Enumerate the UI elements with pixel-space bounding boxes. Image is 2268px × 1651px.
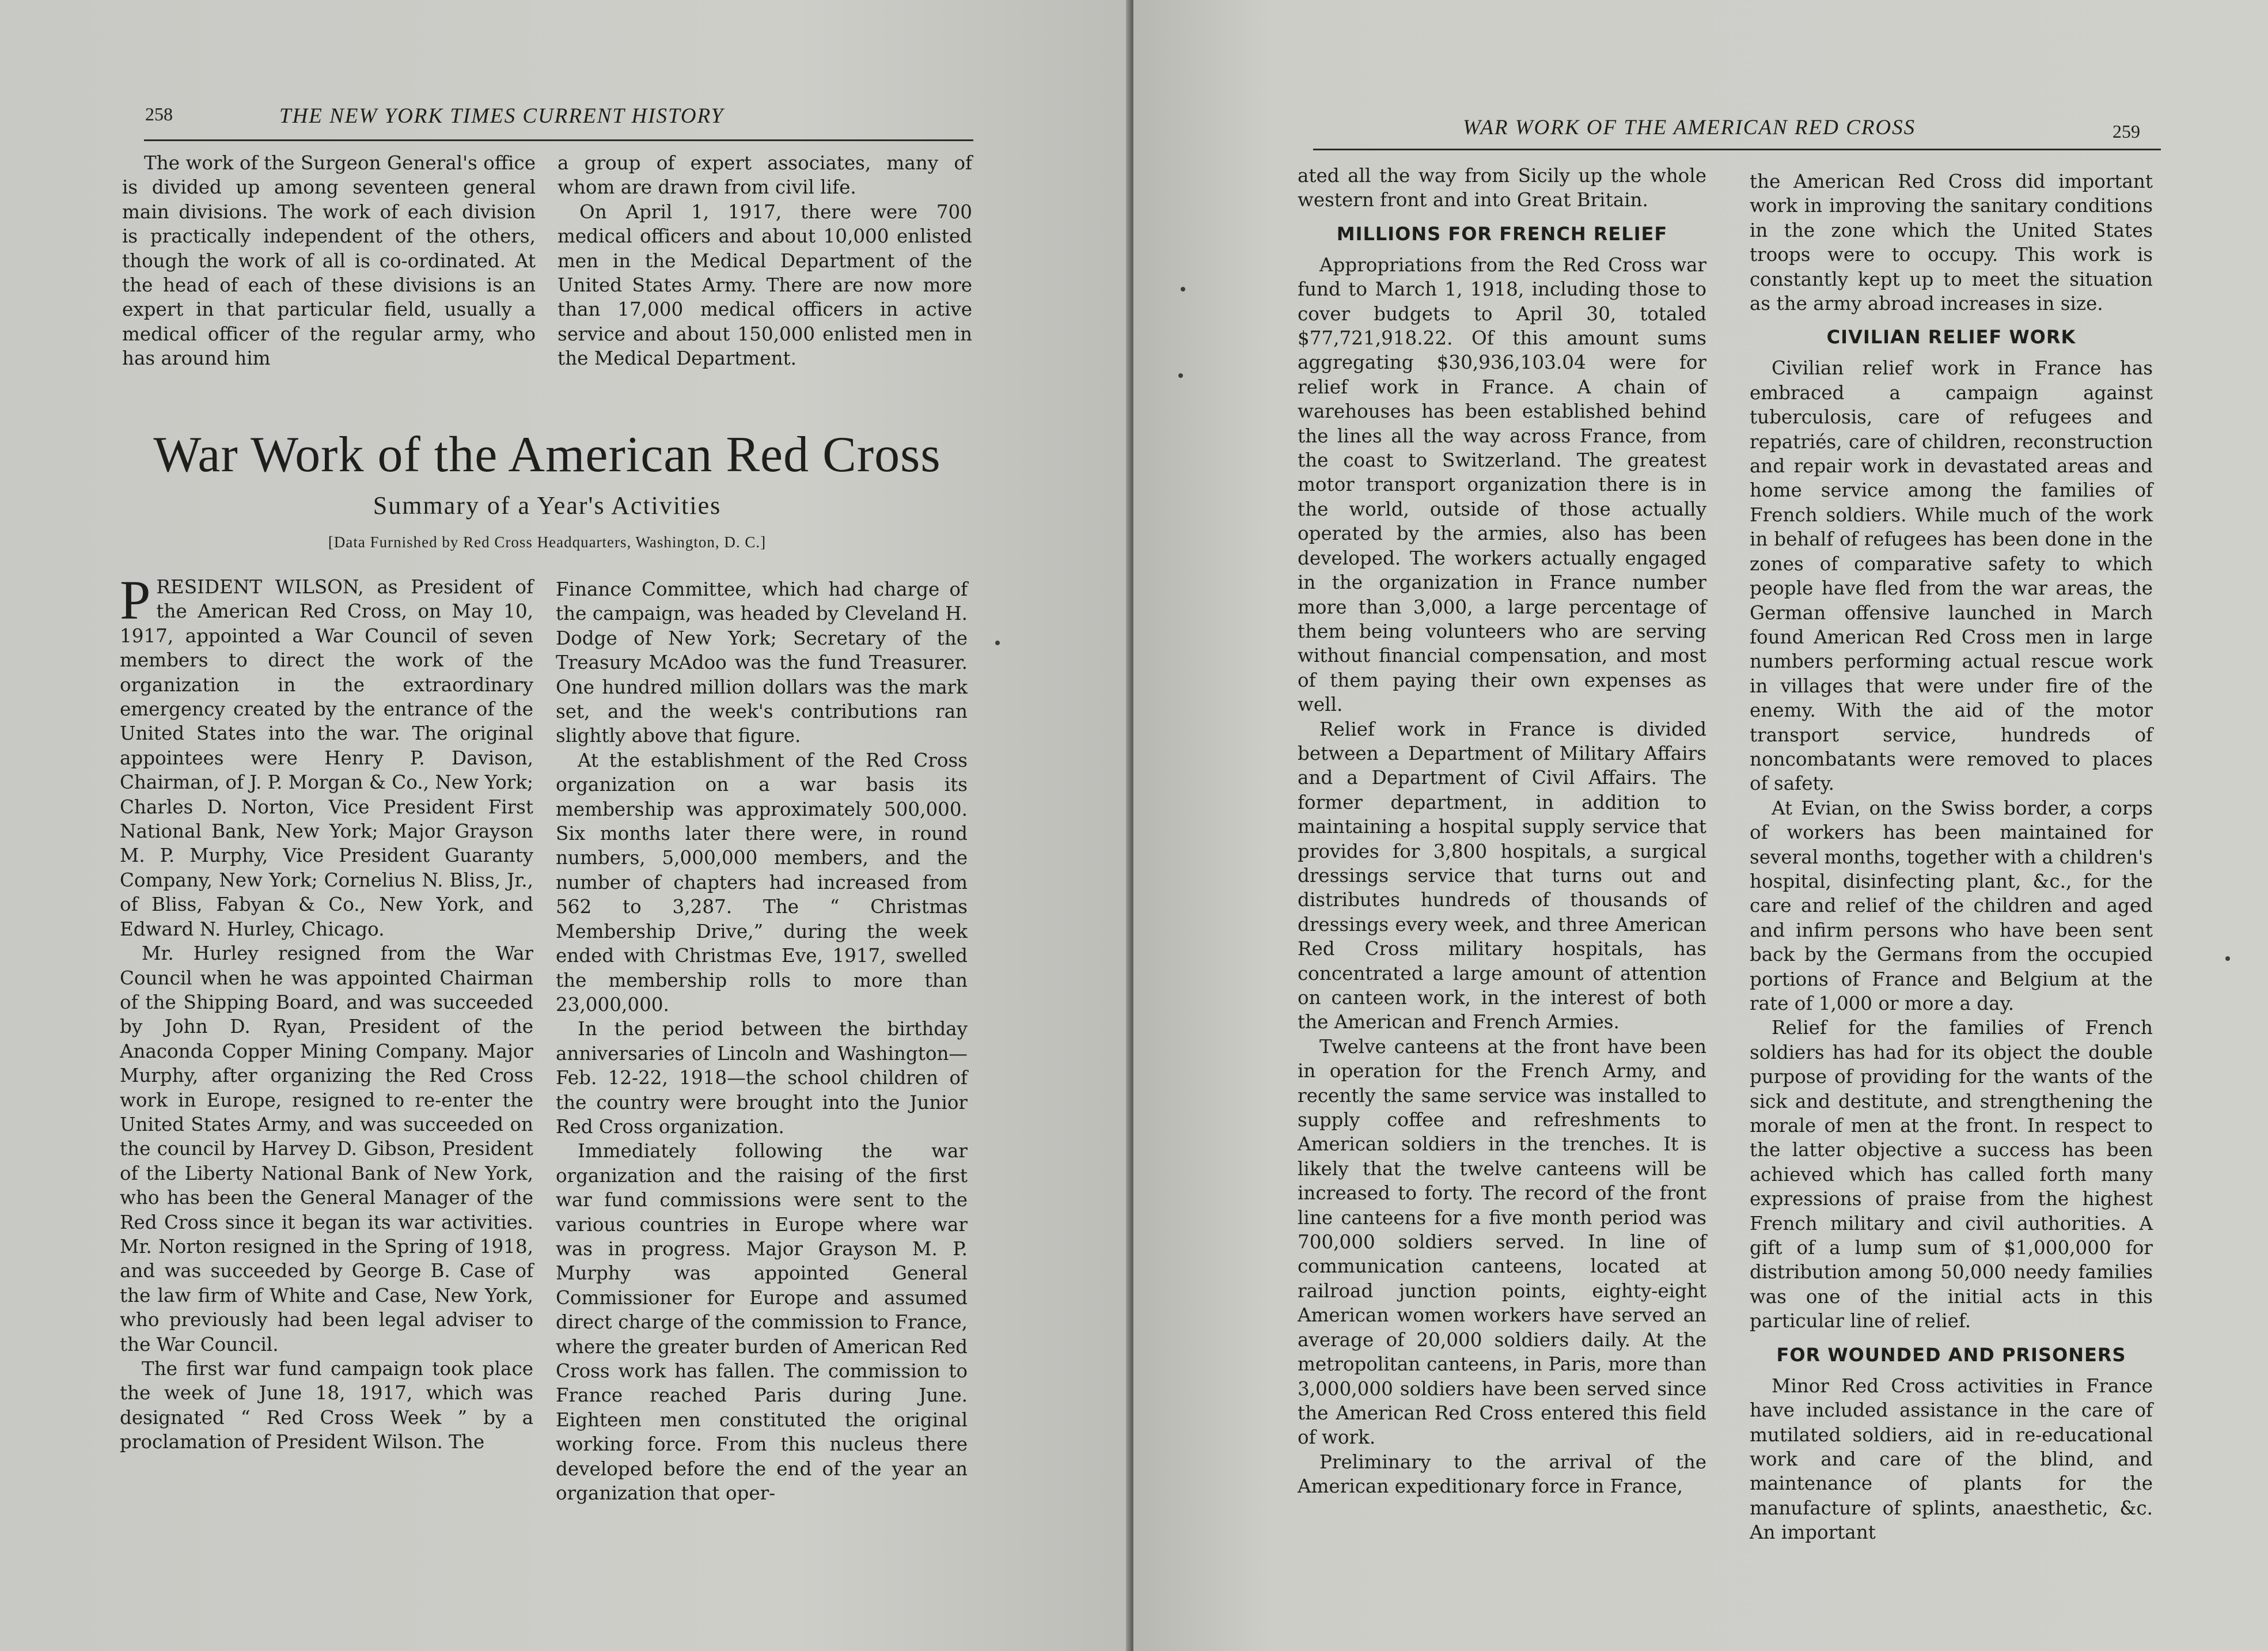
paragraph: At the establishment of the Red Cross organization on a war basis its membership was approximately 500,000. Six months later there were, in round numbers, 5,000,000 members, and the number of chapters had increased from 562 to 3,287. The “ Christmas Membership Drive,” during the week ended with Christmas Eve, 1917, swelled the membership rolls to more than 23,000,000. xyxy=(556,749,968,1016)
page-number-left: 258 xyxy=(145,104,173,124)
paragraph: Relief for the families of French soldiers has had for its object the double purpose of providing for the wants of the sick and destitute, and strengthening the morale of men at the front. In respect to the latter objective a success has been achieved which has called forth many expressions of praise from the highest French military and civil authorities. A gift of a lump sum of $1,000,000 for distribution among 50,000 needy families was one of the initial acts in this particular line of relief. xyxy=(1750,1017,2153,1332)
print-speck xyxy=(2225,956,2230,961)
right-page xyxy=(1133,0,2268,1651)
header-rule-right xyxy=(1313,149,2161,150)
paragraph: Preliminary to the arrival of the American expeditionary force in France, xyxy=(1298,1451,1706,1498)
paragraph: Finance Committee, which had charge of the campaign, was headed by Cleveland H. Dodge of New York; Secretary of the Treasury McAdoo was the fund Treasurer. One hundred million dollars was the mark set, and the week's contributions ran slightly above that figure. xyxy=(556,578,968,747)
paragraph: the American Red Cross did important work in improving the sanitary conditions in the zone which the United States troops were to occupy. This work is constantly kept up to meet the situation as the army abroad increases in size. xyxy=(1750,171,2153,315)
article-title: War Work of the American Red Cross xyxy=(153,427,941,483)
page-number-right: 259 xyxy=(2112,121,2140,142)
article-subtitle: Summary of a Year's Activities xyxy=(373,491,722,520)
top-column-2 xyxy=(557,151,972,371)
first-paragraph-text: RESIDENT WILSON, as President of the American Red Cross, on May 10, 1917, appointed a War Council of seven members to direct the work of the organization in the extraordinary emergency created by the entrance of the United States into the war. The original appointees were Henry P. Davison, Chairman, of J. P. Morgan & Co., New York; Charles D. Norton, Vice President First National Bank, New York; Major Grayson M. P. Murphy, Vice President Guaranty Company, New York; Cornelius N. Bliss, Jr., of Bliss, Fabyan & Co., New York, and Edward N. Hurley, Chicago. xyxy=(120,576,533,940)
running-head-right: WAR WORK OF THE AMERICAN RED CROSS xyxy=(1463,116,1916,139)
paragraph: Relief work in France is divided between a Department of Military Affairs and a Department of Civil Affairs. The former department, in addition to maintaining a hospital supply service that provides for 3,800 hospitals, a surgical dressings service that turns out and distributes hundreds of thousands of dressings every week, and three American Red Cross military hospitals, has concentrated a large amount of attention on canteen work, in the interest of both the American and French Armies. xyxy=(1298,718,1706,1033)
section-heading: CIVILIAN RELIEF WORK xyxy=(1826,326,2076,349)
paragraph: Minor Red Cross activities in France have included assistance in the care of mutilated soldiers, aid in re-educational work and care of the blind, and maintenance of plants for the manufacture of splints, anaesthetic, &c. An important xyxy=(1750,1374,2153,1544)
paragraph: Appropriations from the Red Cross war fund to March 1, 1918, including those to cover budgets to April 30, totaled $77,721,918.22. Of this amount sums aggregating $30,936,103.04 were for relief work in France. A chain of warehouses has been established behind the lines all the way across France, from the coast to Switzerland. The greatest motor transport organization there is in the world, outside of those actually operated by the armies, also has been developed. The workers actually engaged in the organization in France number more than 3,000, a large percentage of them being volunteers who are serving without financial compensation, and most of them paying their own expenses as well. xyxy=(1298,253,1706,716)
top-column-1 xyxy=(122,151,536,371)
paragraph: On April 1, 1917, there were 700 medical officers and about 10,000 enlisted men in the Medical Department of the United States Army. There are now more than 17,000 medical officers in active service and about 150,000 enlisted men in the Medical Department. xyxy=(557,200,972,370)
paragraph: The first war fund campaign took place the week of June 18, 1917, which was designated “ Red Cross Week ” by a proclamation of President Wilson. The xyxy=(120,1358,533,1453)
right-column-1 xyxy=(1298,164,1706,1499)
article-credit: [Data Furnished by Red Cross Headquarters, Washington, D. C.] xyxy=(328,533,767,551)
header-rule-left xyxy=(144,139,973,141)
left-page xyxy=(0,0,1130,1651)
paragraph: At Evian, on the Swiss border, a corps of workers has been maintained for several months, together with a children's hospital, disinfecting plant, &c., for the care and relief of the children and aged and infirm persons who have been sent back by the Germans from the occupied portions of France and Belgium at the rate of 1,000 or more a day. xyxy=(1750,797,2153,1014)
paragraph: Mr. Hurley resigned from the War Council when he was appointed Chairman of the Shipping Board, and was succeeded by John D. Ryan, President of the Anaconda Copper Mining Company. Major Murphy, after organizing the Red Cross work in Europe, resigned to re-enter the United States Army, and was succeeded on the council by Harvey D. Gibson, President of the Liberty National Bank of New York, who has been the General Manager of the Red Cross since it began its war activities. Mr. Norton resigned in the Spring of 1918, and was succeeded by George B. Case of the law firm of White and Case, New York, who previously had been legal adviser to the War Council. xyxy=(120,942,533,1355)
paragraph: Immediately following the war organization and the raising of the first war fund commissions were sent to the various countries in Europe where war was in progress. Major Grayson M. P. Murphy was appointed General Commissioner for Europe and assumed direct charge of the commission to France, where the greater burden of American Red Cross work has fallen. The commission to France reached Paris during June. Eighteen men constituted the original working force. From this nucleus there developed before the end of the year an organization that oper- xyxy=(556,1140,968,1505)
article-column-1 xyxy=(120,569,533,1455)
paragraph: The work of the Surgeon General's office is divided up among seventeen general main divisions. The work of each division is practically independent of the others, though the work of all is co-ordinated. At the head of each of these divisions is an expert in that particular field, usually a medical officer of the regular army, who has around him xyxy=(122,152,536,370)
section-heading: MILLIONS FOR FRENCH RELIEF xyxy=(1336,222,1668,245)
running-head-left: THE NEW YORK TIMES CURRENT HISTORY xyxy=(279,104,725,128)
section-heading: FOR WOUNDED AND PRISONERS xyxy=(1776,1343,2126,1366)
print-speck xyxy=(1178,373,1183,378)
print-speck xyxy=(1181,287,1185,291)
paragraph: a group of expert associates, many of whom are drawn from civil life. xyxy=(557,152,972,199)
first-paragraph xyxy=(120,569,533,941)
article-column-2 xyxy=(556,577,968,1505)
right-column-2 xyxy=(1750,169,2153,1545)
paragraph: Civilian relief work in France has embraced a campaign against tuberculosis, care of refugees and repatriés, care of children, reconstruction and repair work in devastated areas and home service among the families of French soldiers. While much of the work in behalf of refugees has been done in the zones of comparative safety to which people have fled from the war areas, the German offensive launched in March found American Red Cross men in large numbers performing actual rescue work in villages that were under fire of the enemy. With the aid of the motor transport service, hundreds of noncombatants were removed to places of safety. xyxy=(1750,357,2153,795)
paragraph: ated all the way from Sicily up the whole western front and into Great Britain. xyxy=(1298,165,1706,211)
paragraph: In the period between the birthday anniversaries of Lincoln and Washington—Feb. 12-22, 1918—the school children of the country were brought into the Junior Red Cross organization. xyxy=(556,1018,968,1138)
drop-cap: P xyxy=(120,569,151,631)
print-speck xyxy=(995,641,1000,645)
paragraph: Twelve canteens at the front have been in operation for the French Army, and recently the same service was installed to supply coffee and refreshments to American soldiers in the trenches. It is likely that the twelve canteens will be increased to forty. The record of the front line canteens for a five month period was 700,000 soldiers served. In line of communication canteens, located at railroad junction points, eighty-eight American women workers have served an average of 20,000 soldiers daily. At the metropolitan canteens, in Paris, more than 3,000,000 soldiers have been served since the American Red Cross entered this field of work. xyxy=(1298,1035,1706,1449)
